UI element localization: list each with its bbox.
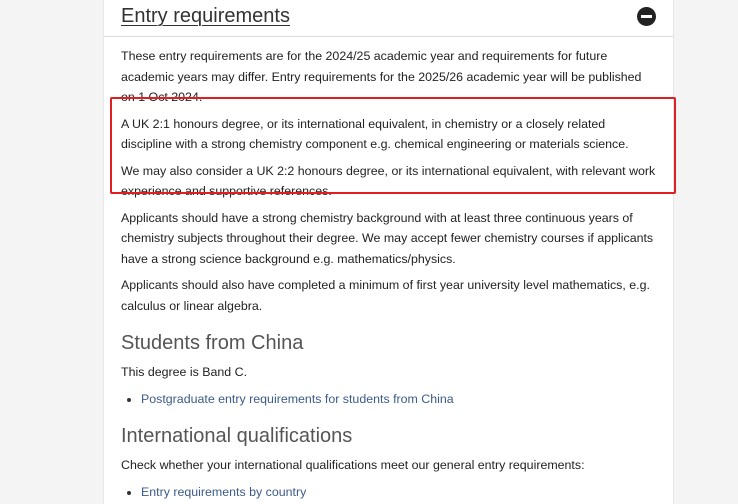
section-title[interactable]: Entry requirements bbox=[121, 5, 290, 27]
requirement-paragraph: Applicants should also have completed a minimum of first year university level mathematics, e.g. calculus or linear algebra. bbox=[121, 278, 650, 313]
international-links bbox=[121, 482, 656, 503]
requirement-paragraph: A UK 2:1 honours degree, or its international equivalent, in chemistry or a closely related discipline with a strong chemistry component e.g. chemical engineering or materials science. bbox=[121, 116, 629, 151]
list-item bbox=[141, 482, 656, 503]
list-item bbox=[141, 389, 656, 410]
minus-circle-icon[interactable] bbox=[637, 7, 656, 26]
international-text: Check whether your international qualifications meet our general entry requirements: bbox=[121, 458, 585, 472]
section-body bbox=[104, 37, 673, 502]
china-links bbox=[121, 389, 656, 410]
china-requirements-link[interactable]: Postgraduate entry requirements for students from China bbox=[141, 391, 454, 406]
requirement-paragraph: We may also consider a UK 2:2 honours degree, or its international equivalent, with relevant work experience and supportive references. bbox=[121, 163, 656, 198]
country-requirements-link[interactable]: Entry requirements by country bbox=[141, 484, 307, 499]
requirement-paragraph: Applicants should have a strong chemistry background with at least three continuous years of chemistry subjects throughout their degree. We may accept fewer chemistry courses if applicants have a strong science background e.g. mathematics/physics. bbox=[121, 210, 654, 266]
china-text: This degree is Band C. bbox=[121, 365, 248, 379]
accordion-header[interactable] bbox=[104, 0, 673, 37]
entry-requirements-panel bbox=[103, 0, 674, 504]
china-heading: Students from China bbox=[121, 332, 304, 354]
international-heading: International qualifications bbox=[121, 425, 353, 447]
intro-paragraph: These entry requirements are for the 2024/25 academic year and requirements for future academic years may differ. Entry requirements for the 2025/26 academic year will be published on 1 Oct 2024. bbox=[121, 49, 642, 104]
